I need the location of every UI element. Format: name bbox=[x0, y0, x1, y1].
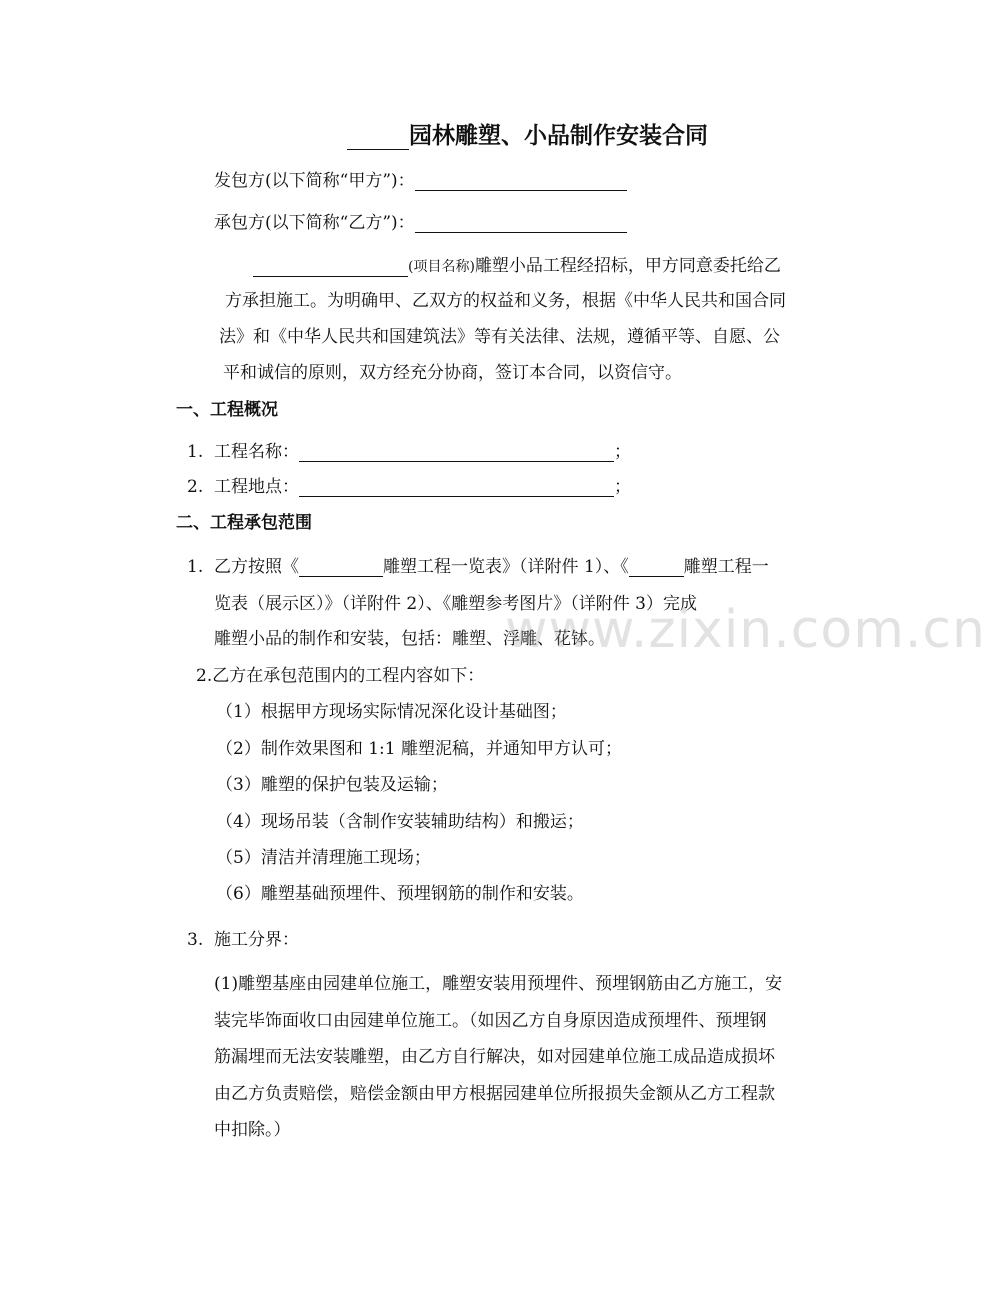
list-blank-2 bbox=[629, 558, 684, 577]
intro-line-3: 法》和《中华人民共和国建筑法》等有关法律、法规，遵循平等、自愿、公 bbox=[219, 327, 780, 347]
item3-text-line-4: 由乙方负责赔偿，赔偿金额由甲方根据园建单位所报损失金额从乙方工程款 bbox=[214, 1084, 775, 1104]
section2-item-2: 2.乙方在承包范围内的工程内容如下： bbox=[196, 666, 485, 686]
section2-heading: 二、工程承包范围 bbox=[176, 513, 312, 533]
intro-line-1: (项目名称)雕塑小品工程经招标，甲方同意委托给乙 bbox=[253, 256, 781, 277]
project-name-blank bbox=[253, 258, 408, 277]
title-blank bbox=[347, 125, 409, 150]
item3-text-line-3: 筋漏埋而无法安装雕塑，由乙方自行解决，如对园建单位施工成品造成损坏 bbox=[214, 1047, 775, 1067]
section1-item-2: 2. 工程地点： ； bbox=[187, 477, 632, 497]
subitem-5: （5）清洁并清理施工现场； bbox=[216, 848, 431, 868]
subitem-4: （4）现场吊装（含制作安装辅助结构）和搬运； bbox=[216, 812, 584, 832]
section1-item-1: 1. 工程名称： ； bbox=[187, 442, 632, 462]
project-name-label: (项目名称) bbox=[408, 259, 475, 275]
project-name-field bbox=[299, 443, 614, 462]
party-a-blank bbox=[415, 172, 627, 191]
subitem-2: （2）制作效果图和 1:1 雕塑泥稿，并通知甲方认可； bbox=[216, 739, 622, 759]
party-b-line: 承包方(以下简称“乙方”)： bbox=[214, 213, 627, 233]
section2-item-1-line-3: 雕塑小品的制作和安装，包括：雕塑、浮雕、花钵。 bbox=[214, 629, 605, 649]
section2-item-1-line-1: 1. 乙方按照《 雕塑工程一览表》（详附件 1）、《 雕塑工程一 bbox=[187, 557, 769, 577]
subitem-1: （1）根据甲方现场实际情况深化设计基础图； bbox=[216, 702, 567, 722]
section2-item-3: 3. 施工分界： bbox=[187, 930, 300, 950]
section2-item-1-line-2: 览表（展示区）》（详附件 2）、《雕塑参考图片》（详附件 3）完成 bbox=[214, 594, 697, 614]
watermark: www.zixin.com.cn bbox=[505, 600, 986, 660]
intro-line-4: 平和诚信的原则，双方经充分协商，签订本合同，以资信守。 bbox=[223, 363, 682, 383]
title-text: 园林雕塑、小品制作安装合同 bbox=[409, 123, 708, 149]
subitem-6: （6）雕塑基础预埋件、预埋钢筋的制作和安装。 bbox=[216, 884, 584, 904]
item3-text-line-2: 装完毕饰面收口由园建单位施工。（如因乙方自身原因造成预埋件、预埋钢 bbox=[214, 1011, 767, 1031]
subitem-3: （3）雕塑的保护包装及运输； bbox=[216, 775, 448, 795]
party-a-line: 发包方(以下简称“甲方”)： bbox=[214, 171, 627, 191]
project-location-field bbox=[299, 478, 614, 497]
section1-heading: 一、工程概况 bbox=[176, 400, 278, 420]
party-b-blank bbox=[415, 214, 627, 233]
item3-text-line-1: (1)雕塑基座由园建单位施工，雕塑安装用预埋件、预埋钢筋由乙方施工，安 bbox=[214, 974, 783, 994]
list-blank-1 bbox=[299, 558, 383, 577]
item3-text-line-5: 中扣除。） bbox=[214, 1120, 291, 1140]
intro-line-2: 方承担施工。为明确甲、乙双方的权益和义务，根据《中华人民共和国合同 bbox=[225, 291, 786, 311]
document-title bbox=[347, 122, 708, 150]
